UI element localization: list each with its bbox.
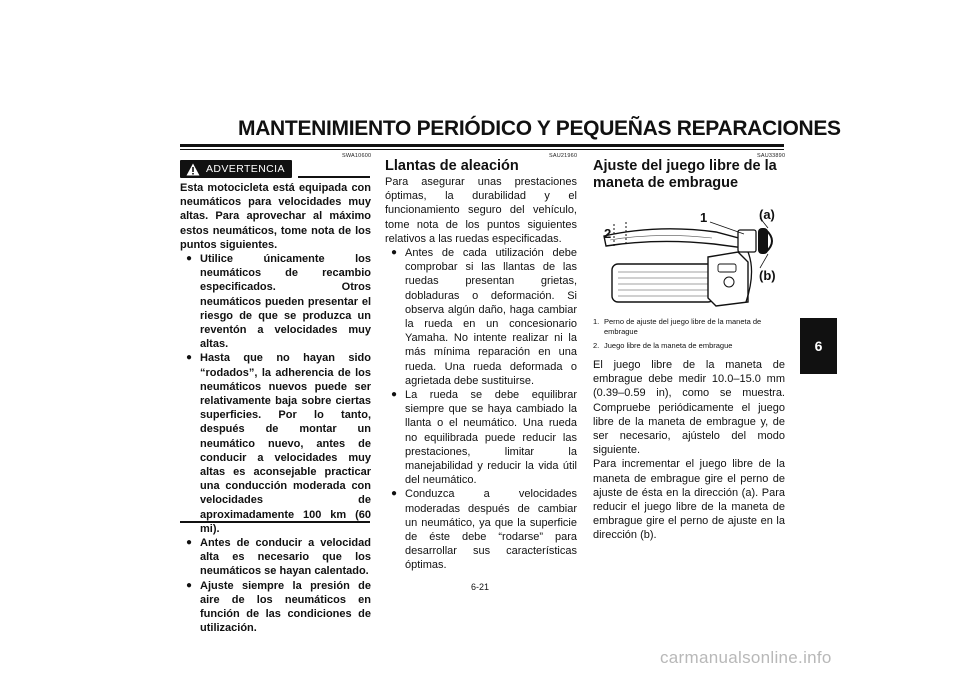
figure-label-2: 2 — [604, 226, 612, 241]
clutch-body — [593, 358, 785, 543]
page-number: 6-21 — [470, 582, 489, 592]
wheels-bullet: ● Antes de cada utilización debe comprobar si las llantas de las ruedas presentan grietas, dobladuras o deformación. Si observa algún daño, haga cambiar la rueda en un concesionario Yamaha. No intente realizar ni la más mínima reparación en una rueda. Una rueda deformada o agrietada debe sustituirse. — [391, 247, 577, 387]
leader-line — [760, 254, 768, 268]
wheels-heading: Llantas de aleación — [385, 158, 519, 174]
warning-content — [180, 181, 371, 636]
warning-bullet: ● Ajuste siempre la presión de aire de los neumáticos en función de las condiciones de utilización. — [186, 579, 371, 635]
title-rule-thin — [180, 149, 784, 150]
clutch-paragraph: Para incrementar el juego libre de la maneta de embrague gire el perno de ajuste de ésta en la dirección (a). Para reducir el juego libre de la maneta de embrague gire el perno de ajuste en la dirección (b). — [593, 458, 785, 542]
page-title: MANTENIMIENTO PERIÓDICO Y PEQUEÑAS REPARACIONES — [238, 117, 841, 140]
warning-triangle-icon — [186, 163, 200, 176]
warning-bullet-text: Antes de conducir a velocidad alta es necesario que los neumáticos se hayan calentado. — [200, 537, 371, 578]
caption-text: Juego libre de la maneta de embrague — [604, 341, 733, 350]
warning-bottom-rule — [180, 521, 370, 523]
warning-bullet: ● Utilice únicamente los neumáticos de recambio especificados. Otros neumáticos pueden presentar el riesgo de que se produzca un reventón a velocidades muy altas. — [186, 253, 371, 351]
warning-banner — [180, 160, 292, 178]
warning-bullet: ● Antes de conducir a velocidad alta es necesario que los neumáticos se hayan calentado. — [186, 537, 371, 578]
clutch-paragraph: El juego libre de la maneta de embrague debe medir 10.0–15.0 mm (0.39–0.59 in), como se muestra. Compruebe periódicamente el juego libre de la maneta de embrague y, de ser necesario, ajústelo del modo siguiente. — [593, 359, 785, 457]
warning-bullet-text: Ajuste siempre la presión de aire de los neumáticos en función de las condiciones de utilización. — [200, 579, 371, 635]
warning-label: ADVERTENCIA — [206, 163, 285, 175]
wheels-intro: Para asegurar unas prestaciones óptimas, la durabilidad y el funcionamiento seguro del vehículo, tome nota de los puntos siguientes relativos a las ruedas especificadas. — [385, 176, 577, 245]
switch-button — [718, 264, 736, 272]
warning-intro: Esta motocicleta está equipada con neumáticos para velocidades muy altas. Para aprovechar al máximo estos neumáticos, tome nota de los puntos siguientes. — [180, 182, 371, 251]
wheels-bullet-text: Conduzca a velocidades moderadas después de cambiar un neumático, ya que la superficie de éste debe “rodarse” para desarrollar sus características óptimas. — [405, 488, 577, 572]
warning-bullet: ● Hasta que no hayan sido “rodados”, la adherencia de los neumáticos nuevos puede ser relativamente baja sobre ciertas superficies. Por lo tanto, después de montar un neumático nuevo, antes de conducir a velocidades muy altas es aconsejable practicar una conducción moderada con velocidades de aproximadamente 100 km (60 mi). — [186, 352, 371, 535]
figure-label-1: 1 — [700, 210, 708, 225]
wheels-bullet-text: La rueda se debe equilibrar siempre que se haya cambiado la llanta o el neumático. Una rueda no equilibrada puede reducir las prestaciones, limitar la manejabilidad y reducir la vida útil del neumático. — [405, 389, 577, 487]
figure-captions — [593, 317, 785, 351]
figure-label-b: (b) — [759, 268, 776, 283]
clutch-lever — [604, 229, 746, 248]
warning-bullet-text: Hasta que no hayan sido “rodados”, la adherencia de los neumáticos nuevos puede ser relativamente baja sobre ciertas superficies. Por lo tanto, después de montar un neumático nuevo, antes de conducir a velocidades muy altas es aconsejable practicar una conducción moderada con velocidades de aproximadamente 100 km (60 mi). — [200, 352, 371, 535]
clutch-code: SAU33890 — [757, 153, 786, 159]
watermark: carmanualsonline.info — [660, 648, 832, 667]
warning-bullet-text: Utilice únicamente los neumáticos de recambio especificados. Otros neumáticos pueden presentar el riesgo de que se produzca un reventón a velocidades muy altas. — [200, 253, 371, 351]
lever-mount — [738, 230, 756, 252]
adjuster-knob — [758, 228, 772, 254]
handlebar-grip — [612, 264, 714, 302]
caption-number: 1. — [593, 317, 600, 326]
title-rule — [180, 144, 784, 147]
clutch-heading: Ajuste del juego libre de la maneta de embrague — [593, 158, 777, 191]
wheels-bullet: ● La rueda se debe equilibrar siempre que se haya cambiado la llanta o el neumático. Una rueda no equilibrada puede reducir las prestaciones, limitar la manejabilidad y reducir la vida útil del neumático. — [391, 389, 577, 487]
wheels-bullet: ● Conduzca a velocidades moderadas después de cambiar un neumático, ya que la superficie de éste debe “rodarse” para desarrollar sus características óptimas. — [391, 488, 577, 572]
wheels-section — [385, 158, 577, 573]
caption-text: Perno de ajuste del juego libre de la maneta de embrague — [604, 317, 762, 336]
caption-row — [593, 317, 785, 337]
chapter-tab: 6 — [800, 318, 837, 374]
wheels-bullet-text: Antes de cada utilización debe comprobar si las llantas de las ruedas presentan grietas, dobladuras o deformación. Si observa algún daño, haga cambiar la rueda en un concesionario Yamaha. No intente realizar ni la más mínima reparación en una rueda. Una rueda deformada o agrietada debe sustituirse. — [405, 247, 577, 387]
wheels-code: SAU21960 — [549, 153, 578, 159]
caption-row — [593, 341, 785, 351]
warning-code: SWA10600 — [342, 153, 372, 159]
clutch-section — [593, 158, 785, 192]
clutch-lever-illustration — [598, 202, 784, 312]
figure-label-a: (a) — [759, 207, 775, 222]
switch-button — [724, 277, 734, 287]
warning-rule — [298, 176, 370, 178]
caption-number: 2. — [593, 341, 600, 350]
